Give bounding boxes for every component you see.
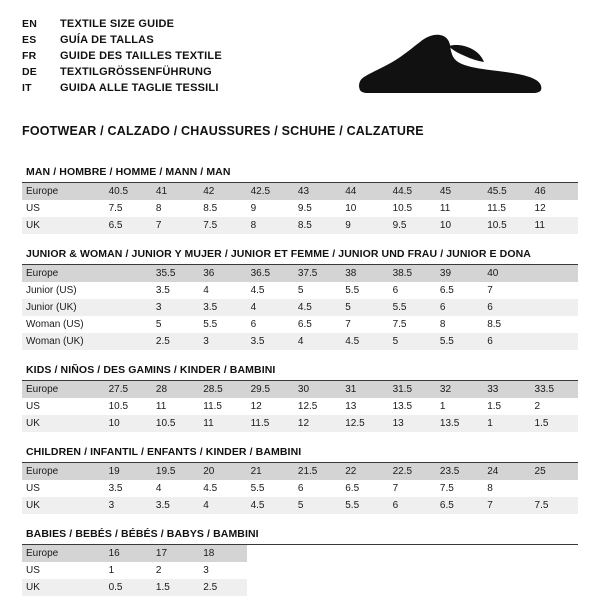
cell: 7 (152, 217, 199, 234)
cell-empty (483, 545, 530, 562)
cell: 2 (531, 398, 578, 415)
size-table (22, 463, 578, 514)
cell: 5.5 (389, 299, 436, 316)
cell: 9 (341, 217, 388, 234)
cell: 9.5 (294, 200, 341, 217)
table-row (22, 562, 578, 579)
cell: 5 (152, 316, 199, 333)
cell: 6.5 (294, 316, 341, 333)
cell: 29.5 (247, 381, 294, 398)
size-table (22, 265, 578, 350)
section-man (22, 166, 578, 234)
cell-empty (247, 579, 294, 596)
cell: 10.5 (389, 200, 436, 217)
cell: 8.5 (294, 217, 341, 234)
cell: 5 (294, 497, 341, 514)
cell-empty (436, 579, 483, 596)
cell: 3.5 (247, 333, 294, 350)
section-babies (22, 528, 578, 596)
cell-empty (247, 562, 294, 579)
footwear-heading: FOOTWEAR / CALZADO / CHAUSSURES / SCHUHE / CALZATURE (22, 124, 424, 138)
row-label: Junior (US) (22, 282, 105, 299)
cell: 6.5 (105, 217, 152, 234)
cell: 5.5 (247, 480, 294, 497)
cell: 8 (152, 200, 199, 217)
table-row (22, 579, 578, 596)
cell: 6 (483, 299, 530, 316)
cell: 43 (294, 183, 341, 200)
cell: 11 (152, 398, 199, 415)
cell: 3.5 (105, 480, 152, 497)
size-table (22, 183, 578, 234)
cell: 1 (436, 398, 483, 415)
cell-empty (389, 545, 436, 562)
cell: 31 (341, 381, 388, 398)
cell: 12.5 (341, 415, 388, 432)
cell: 40 (483, 265, 530, 282)
cell: 5.5 (436, 333, 483, 350)
row-label: Europe (22, 265, 105, 282)
cell: 4 (199, 282, 246, 299)
cell: 21 (247, 463, 294, 480)
cell-empty (531, 562, 578, 579)
cell: 6 (436, 299, 483, 316)
cell: 10 (341, 200, 388, 217)
cell: 7 (483, 497, 530, 514)
cell: 2.5 (199, 579, 246, 596)
cell: 36 (199, 265, 246, 282)
cell: 7 (483, 282, 530, 299)
cell: 22 (341, 463, 388, 480)
cell: 4 (294, 333, 341, 350)
cell: 28 (152, 381, 199, 398)
cell: 3.5 (152, 282, 199, 299)
cell: 22.5 (389, 463, 436, 480)
section-kids (22, 364, 578, 432)
language-code: ES (22, 34, 37, 46)
cell: 44 (341, 183, 388, 200)
row-label: US (22, 200, 105, 217)
cell: 8.5 (483, 316, 530, 333)
table-row (22, 200, 578, 217)
cell: 12.5 (294, 398, 341, 415)
document-header (22, 16, 578, 112)
language-title: GUÍA DE TALLAS (60, 34, 154, 46)
table-row (22, 333, 578, 350)
table-row (22, 398, 578, 415)
language-code: EN (22, 18, 37, 30)
row-label: Junior (UK) (22, 299, 105, 316)
cell (531, 333, 578, 350)
size-table (22, 545, 578, 596)
table-row (22, 299, 578, 316)
cell: 31.5 (389, 381, 436, 398)
row-label: US (22, 480, 105, 497)
cell: 7.5 (531, 497, 578, 514)
cell: 5 (341, 299, 388, 316)
section-junior-woman (22, 248, 578, 350)
cell (531, 316, 578, 333)
cell: 6 (389, 497, 436, 514)
cell: 1.5 (531, 415, 578, 432)
cell-empty (436, 545, 483, 562)
cell: 7 (341, 316, 388, 333)
cell: 36.5 (247, 265, 294, 282)
cell: 11.5 (247, 415, 294, 432)
table-row (22, 415, 578, 432)
cell: 30 (294, 381, 341, 398)
cell (105, 299, 152, 316)
cell (531, 480, 578, 497)
section-title: BABIES / BEBÉS / BÉBÉS / BABYS / BAMBINI (22, 528, 578, 545)
cell: 2 (152, 562, 199, 579)
cell: 11.5 (483, 200, 530, 217)
cell: 7.5 (199, 217, 246, 234)
row-label: Woman (US) (22, 316, 105, 333)
language-code: FR (22, 50, 37, 62)
cell: 3.5 (152, 497, 199, 514)
language-title: GUIDE DES TAILLES TEXTILE (60, 50, 222, 62)
cell: 33.5 (531, 381, 578, 398)
language-code: DE (22, 66, 37, 78)
row-label: Europe (22, 183, 105, 200)
cell: 4 (199, 497, 246, 514)
cell: 6.5 (436, 282, 483, 299)
cell-empty (294, 545, 341, 562)
cell: 8 (483, 480, 530, 497)
cell: 33 (483, 381, 530, 398)
cell: 45 (436, 183, 483, 200)
cell: 35.5 (152, 265, 199, 282)
cell: 11 (199, 415, 246, 432)
cell: 8.5 (199, 200, 246, 217)
cell: 12 (247, 398, 294, 415)
cell: 18 (199, 545, 246, 562)
cell: 42 (199, 183, 246, 200)
cell (105, 265, 152, 282)
cell: 11 (531, 217, 578, 234)
size-table (22, 381, 578, 432)
cell (105, 316, 152, 333)
cell: 6.5 (341, 480, 388, 497)
language-title: TEXTILE SIZE GUIDE (60, 18, 175, 30)
cell: 6 (389, 282, 436, 299)
section-title: CHILDREN / INFANTIL / ENFANTS / KINDER / BAMBINI (22, 446, 578, 463)
cell: 10.5 (105, 398, 152, 415)
cell: 32 (436, 381, 483, 398)
cell: 2.5 (152, 333, 199, 350)
cell-empty (531, 579, 578, 596)
row-label: Europe (22, 381, 105, 398)
table-row (22, 217, 578, 234)
table-row (22, 282, 578, 299)
cell: 17 (152, 545, 199, 562)
cell: 11 (436, 200, 483, 217)
cell: 24 (483, 463, 530, 480)
cell: 8 (436, 316, 483, 333)
cell-empty (341, 579, 388, 596)
cell: 1 (105, 562, 152, 579)
cell: 38.5 (389, 265, 436, 282)
cell: 3 (105, 497, 152, 514)
cell: 10.5 (483, 217, 530, 234)
cell: 0.5 (105, 579, 152, 596)
cell: 9 (247, 200, 294, 217)
cell: 11.5 (199, 398, 246, 415)
language-title: TEXTILGRÖSSENFÜHRUNG (60, 66, 212, 78)
row-label: Europe (22, 463, 105, 480)
table-row (22, 545, 578, 562)
cell: 4 (247, 299, 294, 316)
table-row (22, 265, 578, 282)
cell: 23.5 (436, 463, 483, 480)
cell: 13 (389, 415, 436, 432)
cell (105, 333, 152, 350)
section-title: KIDS / NIÑOS / DES GAMINS / KINDER / BAMBINI (22, 364, 578, 381)
cell: 6 (294, 480, 341, 497)
cell: 38 (341, 265, 388, 282)
cell: 7.5 (436, 480, 483, 497)
cell: 25 (531, 463, 578, 480)
cell: 7.5 (389, 316, 436, 333)
cell: 10.5 (152, 415, 199, 432)
language-title: GUIDA ALLE TAGLIE TESSILI (60, 82, 219, 94)
cell-empty (436, 562, 483, 579)
cell-empty (294, 562, 341, 579)
section-children (22, 446, 578, 514)
cell-empty (531, 545, 578, 562)
cell: 5 (294, 282, 341, 299)
cell: 4 (152, 480, 199, 497)
cell: 27.5 (105, 381, 152, 398)
cell: 6 (483, 333, 530, 350)
language-code: IT (22, 82, 32, 94)
cell: 4.5 (247, 497, 294, 514)
size-tables (22, 166, 578, 596)
table-row (22, 480, 578, 497)
cell: 5.5 (199, 316, 246, 333)
cell: 3 (199, 333, 246, 350)
cell-empty (389, 579, 436, 596)
row-label: Europe (22, 545, 105, 562)
cell: 16 (105, 545, 152, 562)
cell: 3 (199, 562, 246, 579)
cell: 12 (294, 415, 341, 432)
table-row (22, 316, 578, 333)
cell: 3.5 (199, 299, 246, 316)
cell: 1 (483, 415, 530, 432)
section-title: MAN / HOMBRE / HOMME / MANN / MAN (22, 166, 578, 183)
cell: 4.5 (294, 299, 341, 316)
cell: 13.5 (436, 415, 483, 432)
cell: 20 (199, 463, 246, 480)
cell-empty (294, 579, 341, 596)
cell: 40.5 (105, 183, 152, 200)
table-row (22, 381, 578, 398)
row-label: UK (22, 579, 105, 596)
row-label: US (22, 562, 105, 579)
cell: 19 (105, 463, 152, 480)
cell: 5.5 (341, 497, 388, 514)
cell: 28.5 (199, 381, 246, 398)
cell-empty (483, 579, 530, 596)
cell: 4.5 (247, 282, 294, 299)
cell: 21.5 (294, 463, 341, 480)
cell-empty (483, 562, 530, 579)
cell: 13 (341, 398, 388, 415)
row-label: Woman (UK) (22, 333, 105, 350)
cell: 45.5 (483, 183, 530, 200)
cell: 4.5 (341, 333, 388, 350)
row-label: UK (22, 217, 105, 234)
cell: 1.5 (152, 579, 199, 596)
cell-empty (341, 545, 388, 562)
section-title: JUNIOR & WOMAN / JUNIOR Y MUJER / JUNIOR ET FEMME / JUNIOR UND FRAU / JUNIOR E DONA (22, 248, 578, 265)
cell: 19.5 (152, 463, 199, 480)
cell: 4.5 (199, 480, 246, 497)
cell: 41 (152, 183, 199, 200)
cell: 7.5 (105, 200, 152, 217)
cell: 8 (247, 217, 294, 234)
row-label: UK (22, 415, 105, 432)
table-row (22, 497, 578, 514)
cell: 5 (389, 333, 436, 350)
cell: 1.5 (483, 398, 530, 415)
cell: 37.5 (294, 265, 341, 282)
cell: 10 (436, 217, 483, 234)
cell (531, 299, 578, 316)
cell: 3 (152, 299, 199, 316)
dress-shoe-icon (348, 30, 548, 100)
cell (531, 282, 578, 299)
cell: 42.5 (247, 183, 294, 200)
cell: 44.5 (389, 183, 436, 200)
cell: 5.5 (341, 282, 388, 299)
cell: 39 (436, 265, 483, 282)
cell: 13.5 (389, 398, 436, 415)
cell: 10 (105, 415, 152, 432)
cell: 46 (531, 183, 578, 200)
cell-empty (389, 562, 436, 579)
cell (105, 282, 152, 299)
row-label: UK (22, 497, 105, 514)
cell: 12 (531, 200, 578, 217)
table-row (22, 463, 578, 480)
row-label: US (22, 398, 105, 415)
cell: 9.5 (389, 217, 436, 234)
cell: 6 (247, 316, 294, 333)
cell (531, 265, 578, 282)
cell: 6.5 (436, 497, 483, 514)
cell-empty (341, 562, 388, 579)
cell: 7 (389, 480, 436, 497)
table-row (22, 183, 578, 200)
cell-empty (247, 545, 294, 562)
